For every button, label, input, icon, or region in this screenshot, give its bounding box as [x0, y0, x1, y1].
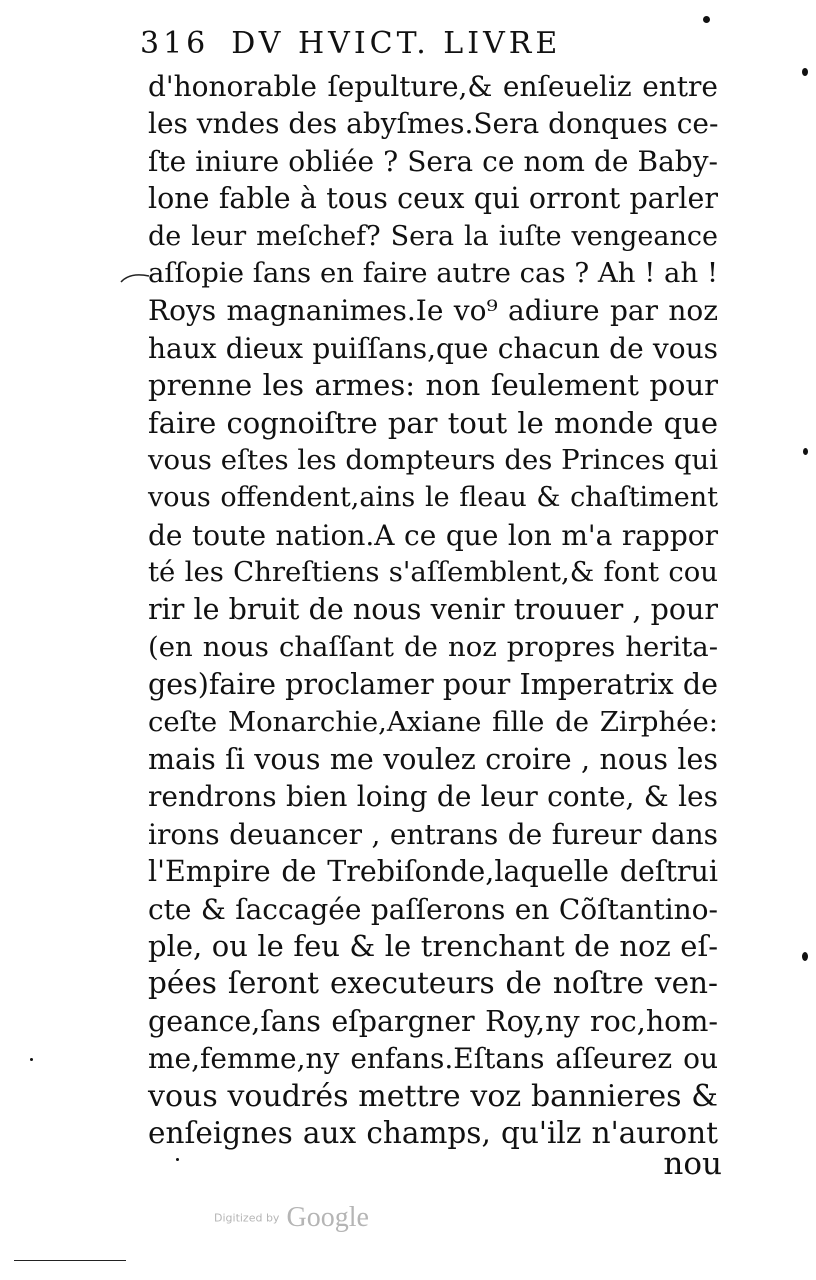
text-line: (en nous chaſſant de noz propres heritа- [148, 630, 718, 663]
watermark-brand: Google [286, 1202, 369, 1233]
text-line: aſſopie ſans en faire autre cas ? Ah ! ah ! [148, 256, 718, 289]
stray-ink-mark [120, 270, 150, 284]
text-line: faire cognoiſtre par tout le monde que [148, 405, 718, 440]
ink-speck [176, 1158, 179, 1161]
text-line: ple, ou le feu & le trenchant de noz eſ- [148, 928, 718, 963]
text-line: cte & ſaccagée paſſerons en Cõſtantino- [148, 892, 718, 926]
ink-speck [30, 1058, 33, 1061]
text-line: enſeignes aux champs, qu'ilz n'auront [148, 1115, 718, 1150]
ink-speck [802, 68, 808, 76]
watermark-prefix: Digitized by [214, 1211, 280, 1225]
ink-speck [803, 448, 808, 455]
catchword: nou [663, 1146, 722, 1182]
text-line: haux dieux puiſſans,que chacun de vous [148, 331, 718, 365]
text-line: lone fable à tous ceux qui orront parler [148, 182, 718, 216]
text-line: Roys magnanimes.Ie vo⁹ adiure par noz [148, 294, 718, 328]
body-text [148, 68, 718, 1152]
text-line: vous offendent,ains le fleau & chaſtiment [148, 482, 718, 514]
text-line: ceſte Monarchie,Axiane fille de Zirphée: [148, 705, 718, 738]
text-line: ges)faire proclamer pour Imperatrix de [148, 668, 718, 702]
digitization-watermark [214, 1202, 369, 1242]
footer-rule [14, 1260, 126, 1261]
running-header [140, 26, 720, 70]
text-line: geance,ſans eſpargner Roy,ny roc,hom- [148, 1004, 718, 1038]
text-line: pées ſeront executeurs de noſtre ven- [148, 966, 718, 1001]
text-line: mais ſi vous me voulez croire , nous les [148, 743, 718, 777]
text-line: d'honorable ſepulture,& enſeueliz entre [148, 70, 718, 103]
text-line: de leur meſchef? Sera la iuſte vengeance [148, 220, 718, 252]
text-line: prenne les armes: non ſeulement pour [148, 368, 718, 403]
text-line: vous voudrés mettre voz bannieres & [148, 1078, 718, 1114]
running-title: DV HVICT. LIVRE [231, 26, 562, 61]
ink-speck [802, 952, 808, 961]
text-line: vous eſtes les dompteurs des Princes qui [148, 443, 718, 476]
text-line: me,femme,ny enfans.Eſtans aſſeurez ou [148, 1042, 718, 1076]
text-line: irons deuancer , entrans de fureur dans [148, 817, 718, 851]
text-line: rendrons bien loing de leur conte, & les [148, 780, 718, 814]
text-line: de toute nation.A ce que lon m'a rappor [148, 518, 718, 552]
ink-speck [703, 16, 710, 23]
text-line: les vndes des abyſmes.Sera donques ce- [148, 107, 719, 141]
text-line: rir le bruit de nous venir trouuer , pour [148, 593, 718, 627]
text-line: té les Chreſtiens s'aſſemblent,& font cou [148, 556, 718, 589]
page-number: 316 [140, 26, 210, 61]
text-line: ſte iniure obliée ? Sera ce nom de Baby- [148, 144, 718, 178]
text-line: l'Empire de Trebiſonde,laquelle deſtrui [148, 855, 718, 889]
